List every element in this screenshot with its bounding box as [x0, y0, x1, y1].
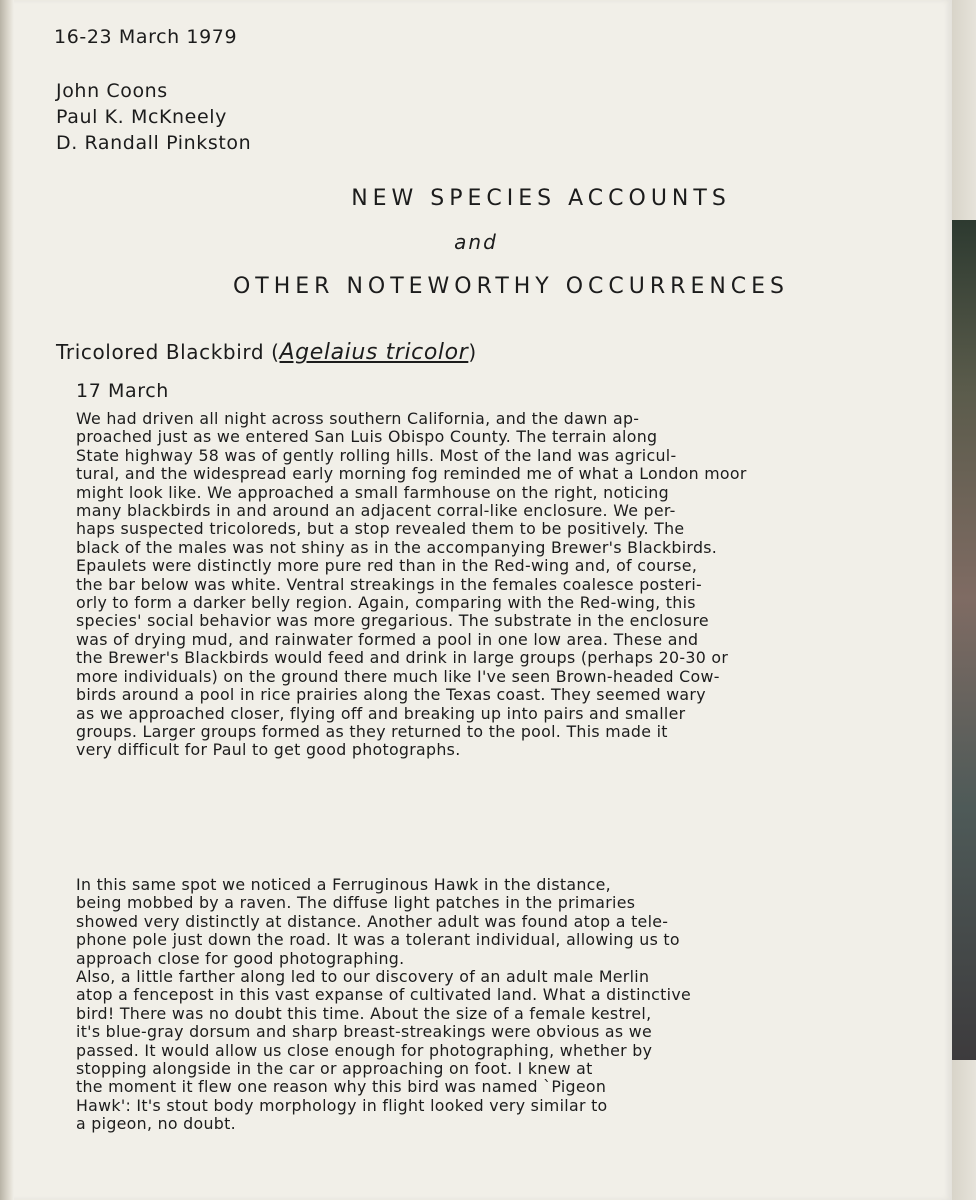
heading-line-3: OTHER NOTEWORTHY OCCURRENCES [232, 274, 790, 299]
text-line: it's blue-gray dorsum and sharp breast-streakings were obvious as we [76, 1023, 652, 1042]
text-line: groups. Larger groups formed as they returned to the pool. This made it [76, 722, 668, 741]
text-line: Also, a little farther along led to our discovery of an adult male Merlin [76, 968, 650, 987]
species-title [56, 340, 477, 365]
page-binding-edge [0, 0, 14, 1200]
text-line: might look like. We approached a small farmhouse on the right, noticing [76, 483, 669, 502]
paragraph-blackbird [76, 410, 948, 760]
adjacent-photo-edge [952, 220, 976, 1060]
heading-line-1: NEW SPECIES ACCOUNTS [351, 186, 731, 211]
entry-date: 17 March [76, 380, 169, 402]
text-line: atop a fencepost in this vast expanse of cultivated land. What a distinctive [76, 986, 692, 1005]
author-name: John Coons [56, 80, 168, 102]
text-line: passed. It would allow us close enough for photographing, whether by [76, 1041, 653, 1060]
text-line: Epaulets were distinctly more pure red than in the Red-wing and, of course, [76, 557, 698, 576]
text-line: being mobbed by a raven. The diffuse light patches in the primaries [76, 894, 636, 913]
text-line: the bar below was white. Ventral streakings in the females coalesce posteri- [76, 575, 703, 594]
text-line: a pigeon, no doubt. [76, 1115, 236, 1134]
text-line: many blackbirds in and around an adjacent corral-like enclosure. We per- [76, 502, 676, 521]
author-name: D. Randall Pinkston [56, 132, 252, 154]
paragraph-hawk-merlin [76, 876, 948, 1134]
text-line: bird! There was no doubt this time. About the size of a female kestrel, [76, 1004, 652, 1023]
text-line: stopping alongside in the car or approaching on foot. I knew at [76, 1060, 593, 1079]
text-line: more individuals) on the ground there much like I've seen Brown-headed Cow- [76, 667, 720, 686]
text-line: species' social behavior was more gregarious. The substrate in the enclosure [76, 612, 709, 631]
text-line: the moment it flew one reason why this bird was named `Pigeon [76, 1078, 607, 1097]
journal-date: 16-23 March 1979 [54, 26, 238, 48]
text-line: orly to form a darker belly region. Again, comparing with the Red-wing, this [76, 594, 696, 613]
text-line: very difficult for Paul to get good photographs. [76, 741, 461, 760]
text-line: phone pole just down the road. It was a tolerant individual, allowing us to [76, 931, 680, 950]
text-line: Hawk': It's stout body morphology in flight looked very similar to [76, 1096, 608, 1115]
text-line: approach close for good photographing. [76, 949, 405, 968]
text-line: birds around a pool in rice prairies along the Texas coast. They seemed wary [76, 686, 706, 705]
author-name: Paul K. McKneely [56, 106, 227, 128]
text-line: black of the males was not shiny as in the accompanying Brewer's Blackbirds. [76, 538, 718, 557]
species-scientific-name: Agelaius tricolor [279, 340, 469, 365]
text-line: haps suspected tricoloreds, but a stop revealed them to be positively. The [76, 520, 685, 539]
species-common-name: Tricolored Blackbird ( [56, 340, 280, 364]
text-line: State highway 58 was of gently rolling hills. Most of the land was agricul- [76, 446, 677, 465]
text-line: We had driven all night across southern California, and the dawn ap- [76, 410, 640, 428]
species-close-paren: ) [468, 340, 477, 364]
text-line: showed very distinctly at distance. Another adult was found atop a tele- [76, 912, 669, 931]
text-line: was of drying mud, and rainwater formed a pool in one low area. These and [76, 630, 699, 649]
heading-line-2: and [454, 230, 498, 254]
text-line: as we approached closer, flying off and breaking up into pairs and smaller [76, 704, 686, 723]
text-line: In this same spot we noticed a Ferruginous Hawk in the distance, [76, 876, 611, 894]
text-line: the Brewer's Blackbirds would feed and drink in large groups (perhaps 20-30 or [76, 649, 729, 668]
text-line: proached just as we entered San Luis Obispo County. The terrain along [76, 428, 658, 447]
author-list [56, 78, 251, 156]
text-line: tural, and the widespread early morning fog reminded me of what a London moor [76, 465, 747, 484]
